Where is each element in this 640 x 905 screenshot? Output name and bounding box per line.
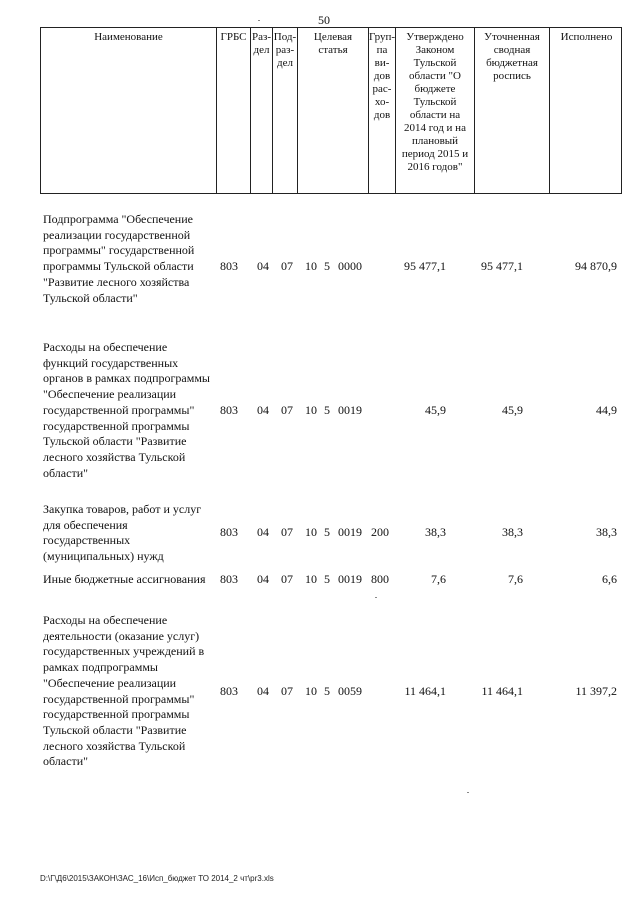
row-cs3: 0019 [338,525,362,539]
row-name: Подпрограмма "Обеспечение реализации государственной программы" государственной программы Тульской области "Развитие лесного хозяйства Тульской области" [43,212,195,305]
scan-speck [375,597,377,598]
row-utverzhdeno: 7,6 [431,572,446,586]
row-cs3: 0019 [338,403,362,417]
row-utverzhdeno: 38,3 [425,525,446,539]
row-podrazdel: 07 [281,525,293,539]
header-utochnennaya: Уточненная сводная бюджетная роспись [475,28,550,193]
row-grbs: 803 [220,403,238,417]
header-ispolneno: Исполнено [560,31,613,43]
row-ispolneno: 94 870,9 [575,259,617,273]
scan-speck [258,20,260,21]
header-razdel: Раз- дел [251,28,273,193]
row-ispolneno: 11 397,2 [575,684,617,698]
scan-speck [467,792,469,793]
row-vid: 200 [371,525,389,539]
row-vid: 800 [371,572,389,586]
row-podrazdel: 07 [281,684,293,698]
row-cs1: 10 [305,572,317,586]
row-utochnennaya: 95 477,1 [481,259,523,273]
row-cs3: 0019 [338,572,362,586]
row-utochnennaya: 45,9 [502,403,523,417]
row-ispolneno: 44,9 [596,403,617,417]
row-podrazdel: 07 [281,572,293,586]
row-name: Расходы на обеспечение функций государственных органов в рамках подпрограммы "Обеспечение реализации государственной программы" государственной программы Тульской области "Развитие лесного хозяйства Тульской области" [43,340,210,480]
row-podrazdel: 07 [281,259,293,273]
row-razdel: 04 [257,403,269,417]
row-utverzhdeno: 11 464,1 [404,684,446,698]
row-cs2: 5 [324,403,330,417]
row-ispolneno: 6,6 [602,572,617,586]
header-podrazdel: Под- раз- дел [273,28,298,193]
row-grbs: 803 [220,684,238,698]
row-cs2: 5 [324,572,330,586]
header-gruppa-vidov: Груп- па ви- дов рас- хо- дов [369,28,396,193]
row-name: Иные бюджетные ассигнования [43,572,206,586]
row-podrazdel: 07 [281,403,293,417]
row-razdel: 04 [257,259,269,273]
row-utverzhdeno: 95 477,1 [404,259,446,273]
page-number: 50 [318,13,330,27]
row-utochnennaya: 7,6 [508,572,523,586]
row-razdel: 04 [257,572,269,586]
header-name: Наименование [41,28,217,193]
table-header [40,27,622,194]
row-cs1: 10 [305,684,317,698]
row-name: Расходы на обеспечение деятельности (оказание услуг) государственных учреждений в рамках подпрограммы "Обеспечение реализации государственной программы" государственной программы Тульской области "Развитие лесного хозяйства Тульской области" [43,613,205,769]
row-utochnennaya: 11 464,1 [481,684,523,698]
row-cs2: 5 [324,684,330,698]
header-utverzhdeno: Утверждено Законом Тульской области "О бюджете Тульской области на 2014 год и на плановый период 2015 и 2016 годов" [396,28,475,193]
row-cs3: 0059 [338,684,362,698]
row-cs3: 0000 [338,259,362,273]
row-cs2: 5 [324,525,330,539]
row-grbs: 803 [220,259,238,273]
file-path-footer: D:\Г\Д6\2015\ЗАКОН\ЗАС_16\Исп_бюджет ТО 2014_2 чт\pr3.xls [40,874,274,883]
row-name: Закупка товаров, работ и услуг для обеспечения государственных (муниципальных) нужд [43,502,202,564]
row-cs2: 5 [324,259,330,273]
row-ispolneno: 38,3 [596,525,617,539]
row-utochnennaya: 38,3 [502,525,523,539]
header-celevaya-statya: Целевая статья [298,28,369,193]
row-grbs: 803 [220,572,238,586]
header-grbs: ГРБС [217,28,251,193]
row-cs1: 10 [305,525,317,539]
row-utverzhdeno: 45,9 [425,403,446,417]
row-razdel: 04 [257,525,269,539]
row-cs1: 10 [305,403,317,417]
row-cs1: 10 [305,259,317,273]
row-razdel: 04 [257,684,269,698]
row-grbs: 803 [220,525,238,539]
